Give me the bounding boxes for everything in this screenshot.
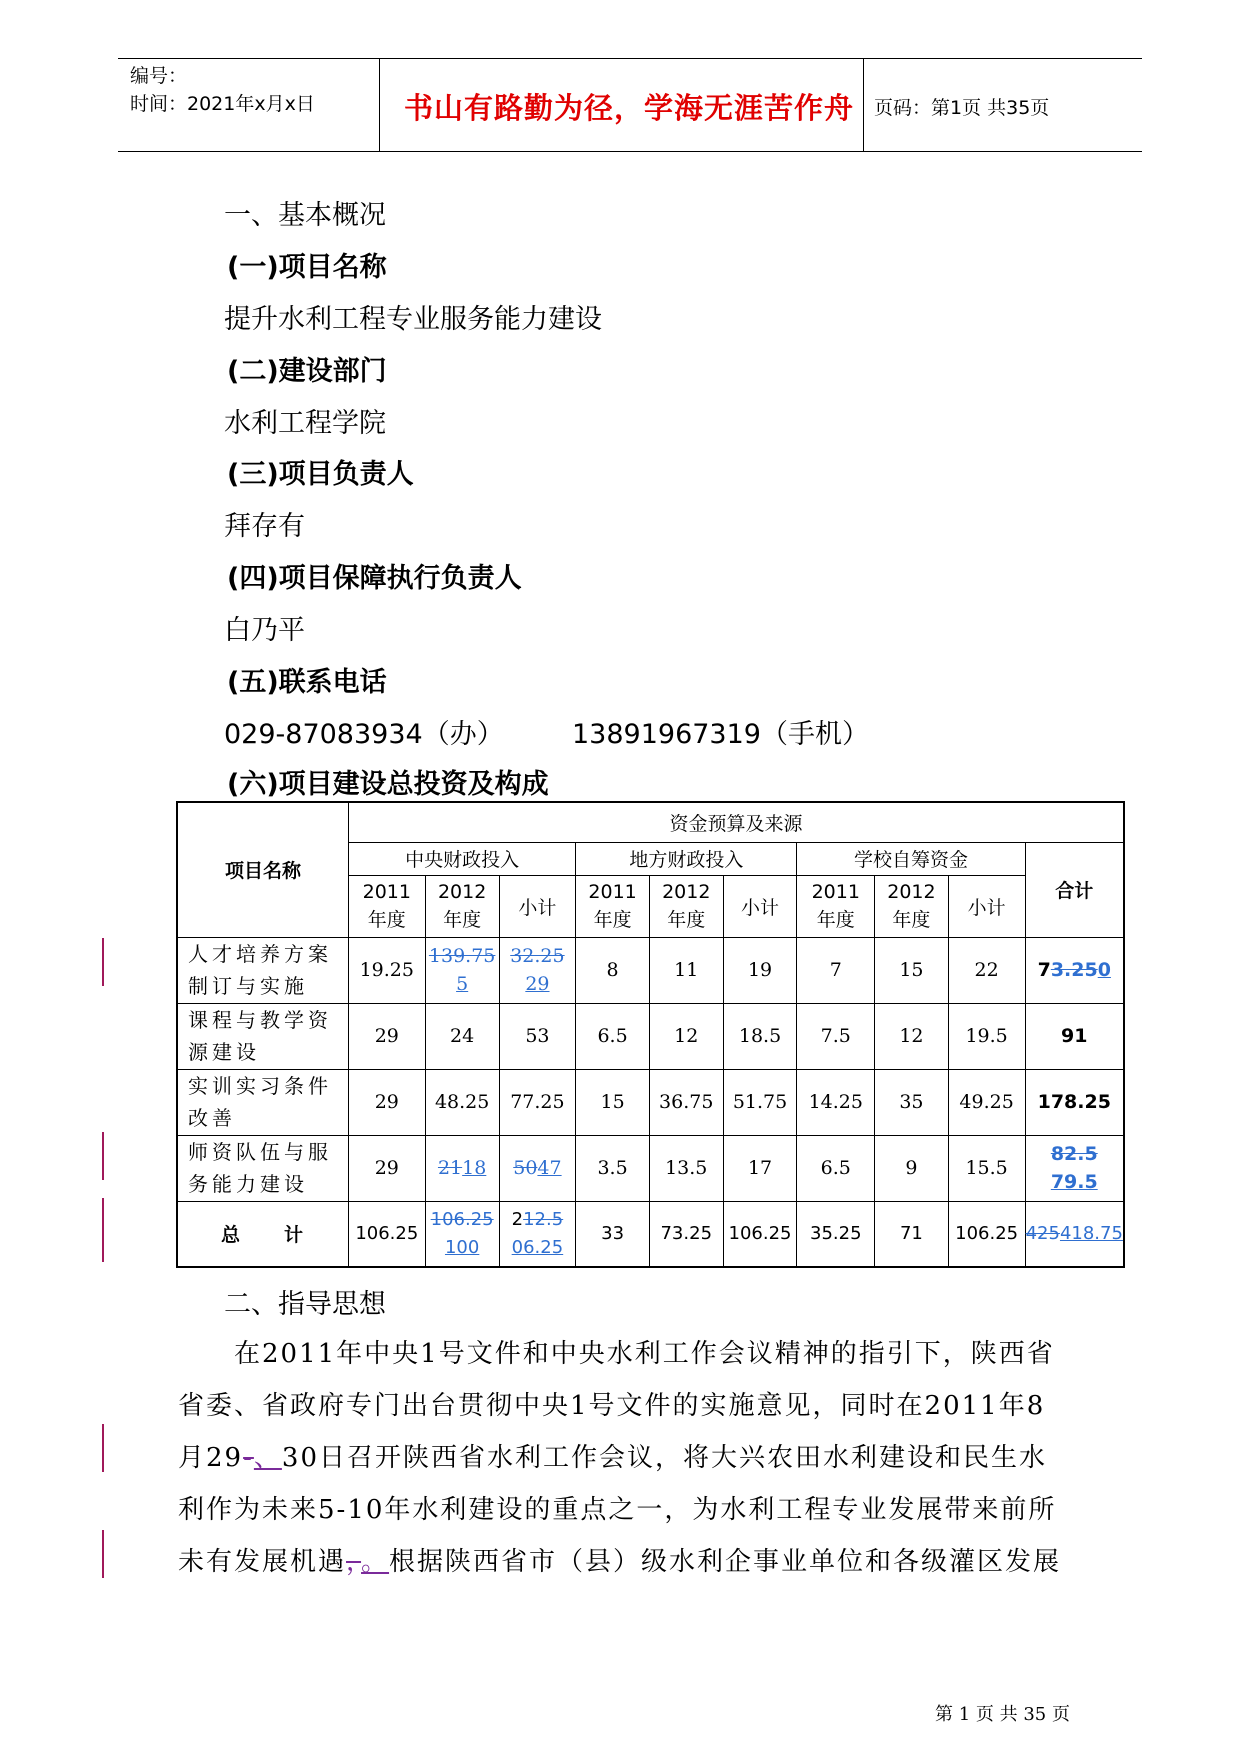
paragraph-line: 在2011年中央1号文件和中央水利工作会议精神的指引下，陕西省 (234, 1339, 1055, 1369)
table-row (177, 1069, 1124, 1135)
cell-total: 91 (1025, 1003, 1124, 1069)
paragraph-line: 月29-、30日召开陕西省水利工作会议，将大兴农田水利建设和民生水 (178, 1443, 1047, 1473)
cell-revised: 2118 (425, 1135, 499, 1201)
cell: 11 (649, 937, 723, 1003)
table-row (177, 1135, 1124, 1201)
fund-header: 资金预算及来源 (348, 802, 1124, 842)
cell-revised: 212.5 06.25 (499, 1201, 576, 1267)
cell-total-revised: 73.250 (1025, 937, 1124, 1003)
cell: 3.5 (576, 1135, 650, 1201)
header-page-label: 页码：第1页 共35页 (874, 97, 1050, 119)
cell: 18.5 (723, 1003, 797, 1069)
cell: 73.25 (649, 1201, 723, 1267)
cell: 106.25 (723, 1201, 797, 1267)
cell: 8 (576, 937, 650, 1003)
project-name-value: 提升水利工程专业服务能力建设 (224, 304, 602, 335)
revision-bar (102, 1530, 104, 1578)
header-divider-left (379, 58, 380, 152)
cell: 12 (649, 1003, 723, 1069)
cell: 49.25 (948, 1069, 1025, 1135)
table-row (177, 937, 1124, 1003)
cell-revised: 5047 (499, 1135, 576, 1201)
leader-value: 拜存有 (224, 511, 305, 542)
investment-title: (六)项目建设总投资及构成 (227, 769, 549, 800)
department-value: 水利工程学院 (224, 408, 386, 439)
cell: 15 (875, 937, 949, 1003)
cell-total: 178.25 (1025, 1069, 1124, 1135)
section-1-title: 一、基本概况 (224, 200, 386, 231)
row-name: 实训实习条件改善 (177, 1069, 348, 1135)
subtotal-header: 小计 (948, 875, 1025, 937)
cell: 7.5 (797, 1003, 875, 1069)
cell: 15.5 (948, 1135, 1025, 1201)
group-school-header: 学校自筹资金 (797, 842, 1025, 875)
cell: 6.5 (797, 1135, 875, 1201)
cell: 106.25 (948, 1201, 1025, 1267)
header-top-rule (118, 58, 1142, 59)
row-name: 师资队伍与服务能力建设 (177, 1135, 348, 1201)
cell-total-revised: 82.5 79.5 (1025, 1135, 1124, 1201)
cell: 29 (348, 1135, 425, 1201)
executor-title: (四)项目保障执行负责人 (227, 563, 522, 594)
project-name-title: (一)项目名称 (227, 252, 387, 283)
page-footer: 第 1 页 共 35 页 (935, 1704, 1070, 1725)
cell: 14.25 (797, 1069, 875, 1135)
leader-title: (三)项目负责人 (227, 459, 414, 490)
cell: 29 (348, 1003, 425, 1069)
investment-table (176, 801, 1125, 1268)
cell: 12 (875, 1003, 949, 1069)
cell: 71 (875, 1201, 949, 1267)
cell-revised: 139.75 5 (425, 937, 499, 1003)
cell: 19.25 (348, 937, 425, 1003)
cell-revised: 106.25 100 (425, 1201, 499, 1267)
cell: 15 (576, 1069, 650, 1135)
cell-total-revised: 425418.75 (1025, 1201, 1124, 1267)
year-2012-header: 2012 年度 (649, 875, 723, 937)
phone-title: (五)联系电话 (227, 667, 387, 698)
group-central-header: 中央财政投入 (348, 842, 575, 875)
department-title: (二)建设部门 (227, 356, 387, 387)
executor-value: 白乃平 (224, 615, 305, 646)
sum-row-name: 总 计 (177, 1201, 348, 1267)
cell: 9 (875, 1135, 949, 1201)
paragraph-line: 省委、省政府专门出台贯彻中央1号文件的实施意见，同时在2011年8 (178, 1391, 1046, 1421)
table-row (177, 1003, 1124, 1069)
cell: 7 (797, 937, 875, 1003)
cell-revised: 32.25 29 (499, 937, 576, 1003)
cell: 53 (499, 1003, 576, 1069)
revision-bar (102, 938, 104, 986)
revision-bar (102, 1132, 104, 1180)
year-2011-header: 2011 年度 (576, 875, 650, 937)
cell: 17 (723, 1135, 797, 1201)
table-row-sum (177, 1201, 1124, 1267)
cell: 35.25 (797, 1201, 875, 1267)
cell: 24 (425, 1003, 499, 1069)
cell: 35 (875, 1069, 949, 1135)
cell: 77.25 (499, 1069, 576, 1135)
row-name: 人才培养方案制订与实施 (177, 937, 348, 1003)
phone-mobile: 13891967319（手机） (572, 719, 869, 750)
subtotal-header: 小计 (499, 875, 576, 937)
revision-bar (102, 1198, 104, 1262)
section-2-title: 二、指导思想 (224, 1289, 386, 1320)
header-number-label: 编号： (130, 65, 188, 87)
year-2012-header: 2012 年度 (425, 875, 499, 937)
cell: 36.75 (649, 1069, 723, 1135)
cell: 48.25 (425, 1069, 499, 1135)
header-time-label: 时间：2021年x月x日 (130, 93, 315, 115)
cell: 22 (948, 937, 1025, 1003)
cell: 51.75 (723, 1069, 797, 1135)
group-local-header: 地方财政投入 (576, 842, 797, 875)
header-motto: 书山有路勤为径，学海无涯苦作舟 (404, 91, 855, 125)
total-header: 合计 (1025, 842, 1124, 937)
cell: 29 (348, 1069, 425, 1135)
cell: 6.5 (576, 1003, 650, 1069)
col-name-header: 项目名称 (177, 802, 348, 937)
year-2011-header: 2011 年度 (797, 875, 875, 937)
paragraph-line: 利作为未来5-10年水利建设的重点之一，为水利工程专业发展带来前所 (178, 1495, 1057, 1525)
year-2012-header: 2012 年度 (875, 875, 949, 937)
guideline-paragraph (178, 1328, 1084, 1588)
row-name: 课程与教学资源建设 (177, 1003, 348, 1069)
cell: 19.5 (948, 1003, 1025, 1069)
revision-bar (102, 1424, 104, 1472)
cell: 19 (723, 937, 797, 1003)
phone-office: 029-87083934（办） (224, 719, 504, 750)
cell: 33 (576, 1201, 650, 1267)
cell: 106.25 (348, 1201, 425, 1267)
subtotal-header: 小计 (723, 875, 797, 937)
paragraph-line: 未有发展机遇，。根据陕西省市（县）级水利企事业单位和各级灌区发展 (178, 1547, 1062, 1577)
year-2011-header: 2011 年度 (348, 875, 425, 937)
header-divider-right (863, 58, 864, 152)
header-meta (130, 62, 315, 118)
cell: 13.5 (649, 1135, 723, 1201)
header-bottom-rule (118, 151, 1142, 152)
